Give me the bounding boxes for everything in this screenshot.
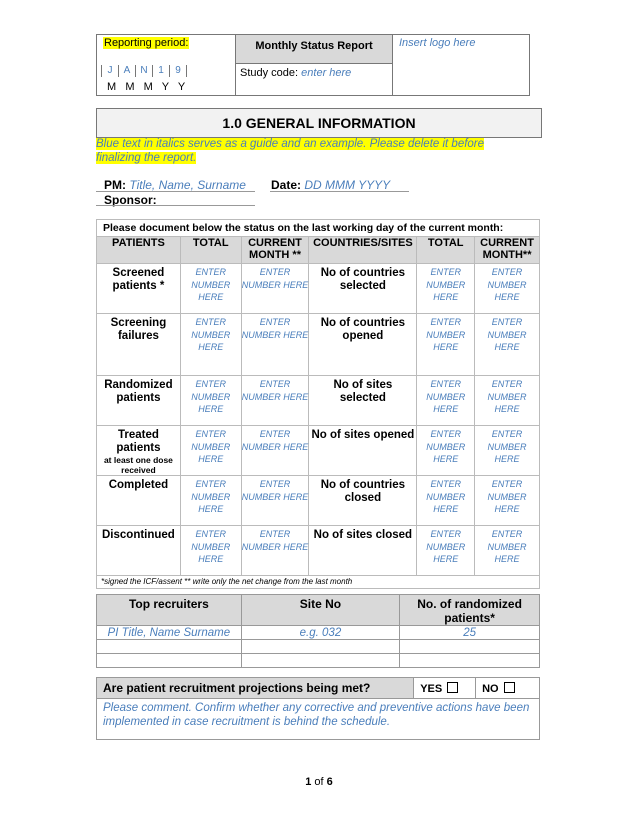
patients-label-text: Completed bbox=[108, 479, 169, 491]
total-sites-input[interactable]: ENTER NUMBER HERE bbox=[417, 314, 475, 376]
current-month-patients-input[interactable]: ENTER NUMBER HERE bbox=[241, 264, 309, 314]
current-month-patients-input[interactable]: ENTER NUMBER HERE bbox=[241, 376, 309, 426]
col-header-current-month: CURRENT MONTH ** bbox=[241, 237, 309, 264]
yes-label: YES bbox=[420, 682, 443, 695]
current-month-patients-input[interactable]: ENTER NUMBER HERE bbox=[241, 526, 309, 576]
yes-option[interactable] bbox=[414, 678, 476, 699]
sponsor-label: Sponsor: bbox=[104, 193, 157, 207]
current-month-patients-input[interactable]: ENTER NUMBER HERE bbox=[241, 314, 309, 376]
randomized-count-cell[interactable] bbox=[400, 640, 540, 654]
recruiters-table bbox=[96, 594, 540, 668]
date-input[interactable]: DD MMM YYYY bbox=[304, 178, 391, 192]
status-table bbox=[96, 219, 540, 589]
col-header-randomized-patients: No. of randomized patients* bbox=[400, 595, 540, 626]
col-header-total: TOTAL bbox=[180, 237, 241, 264]
table-row bbox=[97, 376, 540, 426]
current-month-sites-input[interactable]: ENTER NUMBER HERE bbox=[475, 314, 540, 376]
total-patients-input[interactable]: ENTER NUMBER HERE bbox=[180, 476, 241, 526]
patients-label bbox=[97, 476, 181, 526]
patients-label-text: Screening failures bbox=[110, 317, 167, 342]
status-table-caption: Please document below the status on the last working day of the current month: bbox=[97, 220, 540, 237]
date-char-box[interactable]: 1 bbox=[152, 65, 169, 77]
sites-label: No of countries selected bbox=[309, 264, 417, 314]
current-month-sites-input[interactable]: ENTER NUMBER HERE bbox=[475, 476, 540, 526]
current-month-patients-input[interactable]: ENTER NUMBER HERE bbox=[241, 476, 309, 526]
total-sites-input[interactable]: ENTER NUMBER HERE bbox=[417, 526, 475, 576]
no-checkbox[interactable] bbox=[504, 682, 515, 693]
report-title: Monthly Status Report bbox=[236, 35, 392, 64]
projections-comment[interactable]: Please comment. Confirm whether any corrective and preventive actions have been implemented in case recruitment is behind the schedule. bbox=[97, 699, 540, 740]
date-char-box[interactable]: J bbox=[101, 65, 118, 77]
status-table-footnote: *signed the ICF/assent ** write only the net change from the last month bbox=[97, 576, 540, 589]
study-code-label: Study code: bbox=[240, 67, 299, 79]
sites-label: No of sites opened bbox=[309, 426, 417, 476]
col-header-total-sites: TOTAL bbox=[417, 237, 475, 264]
report-title-cell bbox=[236, 35, 393, 95]
pm-label: PM: bbox=[104, 178, 126, 192]
guide-text bbox=[96, 137, 516, 165]
patients-label bbox=[97, 526, 181, 576]
reporting-period-date-boxes[interactable] bbox=[101, 65, 187, 79]
recruiter-name-cell[interactable] bbox=[97, 654, 242, 668]
col-header-site-no: Site No bbox=[241, 595, 400, 626]
current-month-sites-input[interactable]: ENTER NUMBER HERE bbox=[475, 426, 540, 476]
table-row bbox=[97, 264, 540, 314]
sites-label: No of sites selected bbox=[309, 376, 417, 426]
total-patients-input[interactable]: ENTER NUMBER HERE bbox=[180, 376, 241, 426]
page-of: of bbox=[314, 776, 324, 788]
table-row bbox=[97, 314, 540, 376]
date-label: Date: bbox=[271, 178, 302, 192]
guide-text-content: Blue text in italics serves as a guide and an example. Please delete it before finalizing the report. bbox=[96, 138, 485, 164]
total-sites-input[interactable]: ENTER NUMBER HERE bbox=[417, 264, 475, 314]
patients-label bbox=[97, 314, 181, 376]
table-row bbox=[97, 626, 540, 640]
date-char-box[interactable]: N bbox=[135, 65, 152, 77]
col-header-patients: PATIENTS bbox=[97, 237, 181, 264]
section-title: 1.0 GENERAL INFORMATION bbox=[96, 108, 542, 138]
table-row bbox=[97, 654, 540, 668]
table-row bbox=[97, 426, 540, 476]
page-current: 1 bbox=[305, 776, 312, 788]
total-sites-input[interactable]: ENTER NUMBER HERE bbox=[417, 476, 475, 526]
date-field bbox=[271, 178, 390, 192]
sites-label: No of sites closed bbox=[309, 526, 417, 576]
sites-label: No of countries opened bbox=[309, 314, 417, 376]
yes-checkbox[interactable] bbox=[447, 682, 458, 693]
recruiter-name-cell[interactable]: PI Title, Name Surname bbox=[97, 626, 242, 640]
sites-label: No of countries closed bbox=[309, 476, 417, 526]
no-option[interactable] bbox=[476, 678, 540, 699]
sponsor-underline bbox=[96, 205, 255, 206]
total-sites-input[interactable]: ENTER NUMBER HERE bbox=[417, 376, 475, 426]
total-patients-input[interactable]: ENTER NUMBER HERE bbox=[180, 314, 241, 376]
report-header bbox=[96, 34, 530, 96]
patients-label bbox=[97, 426, 181, 476]
reporting-period-cell bbox=[97, 35, 236, 95]
site-no-cell[interactable] bbox=[241, 640, 400, 654]
patients-label-note: at least one dose received bbox=[103, 455, 173, 475]
patients-label-text: Discontinued bbox=[102, 529, 175, 541]
date-char-box[interactable]: A bbox=[118, 65, 135, 77]
reporting-period-label: Reporting period: bbox=[104, 37, 189, 49]
recruiter-name-cell[interactable] bbox=[97, 640, 242, 654]
date-char-box[interactable]: 9 bbox=[169, 65, 187, 77]
study-code-input[interactable]: enter here bbox=[301, 67, 352, 79]
pm-underline bbox=[96, 191, 255, 192]
patients-label-text: Randomized patients bbox=[104, 379, 173, 404]
patients-label-text: Treated patients bbox=[116, 429, 161, 454]
total-sites-input[interactable]: ENTER NUMBER HERE bbox=[417, 426, 475, 476]
pm-input[interactable]: Title, Name, Surname bbox=[129, 178, 246, 192]
table-row bbox=[97, 640, 540, 654]
total-patients-input[interactable]: ENTER NUMBER HERE bbox=[180, 264, 241, 314]
current-month-sites-input[interactable]: ENTER NUMBER HERE bbox=[475, 526, 540, 576]
site-no-cell[interactable] bbox=[241, 654, 400, 668]
total-patients-input[interactable]: ENTER NUMBER HERE bbox=[180, 426, 241, 476]
randomized-count-cell[interactable] bbox=[400, 654, 540, 668]
col-header-top-recruiters: Top recruiters bbox=[97, 595, 242, 626]
patients-label-text: Screened patients * bbox=[112, 267, 165, 292]
date-format-label: M M M Y Y bbox=[107, 81, 186, 93]
page-total: 6 bbox=[326, 776, 333, 788]
total-patients-input[interactable]: ENTER NUMBER HERE bbox=[180, 526, 241, 576]
col-header-current-month-sites: CURRENT MONTH** bbox=[475, 237, 540, 264]
logo-placeholder[interactable]: Insert logo here bbox=[399, 37, 476, 49]
date-underline bbox=[270, 191, 409, 192]
table-row bbox=[97, 476, 540, 526]
site-no-cell[interactable]: e.g. 032 bbox=[241, 626, 400, 640]
current-month-patients-input[interactable]: ENTER NUMBER HERE bbox=[241, 426, 309, 476]
current-month-sites-input[interactable]: ENTER NUMBER HERE bbox=[475, 264, 540, 314]
study-code bbox=[240, 67, 351, 79]
projections-table bbox=[96, 677, 540, 740]
col-header-countries-sites: COUNTRIES/SITES bbox=[309, 237, 417, 264]
projections-question: Are patient recruitment projections being met? bbox=[97, 678, 414, 699]
no-label: NO bbox=[482, 682, 499, 695]
patients-label bbox=[97, 264, 181, 314]
pm-field bbox=[104, 178, 246, 192]
randomized-count-cell[interactable]: 25 bbox=[400, 626, 540, 640]
page-number bbox=[0, 776, 638, 788]
current-month-sites-input[interactable]: ENTER NUMBER HERE bbox=[475, 376, 540, 426]
patients-label bbox=[97, 376, 181, 426]
table-row bbox=[97, 526, 540, 576]
